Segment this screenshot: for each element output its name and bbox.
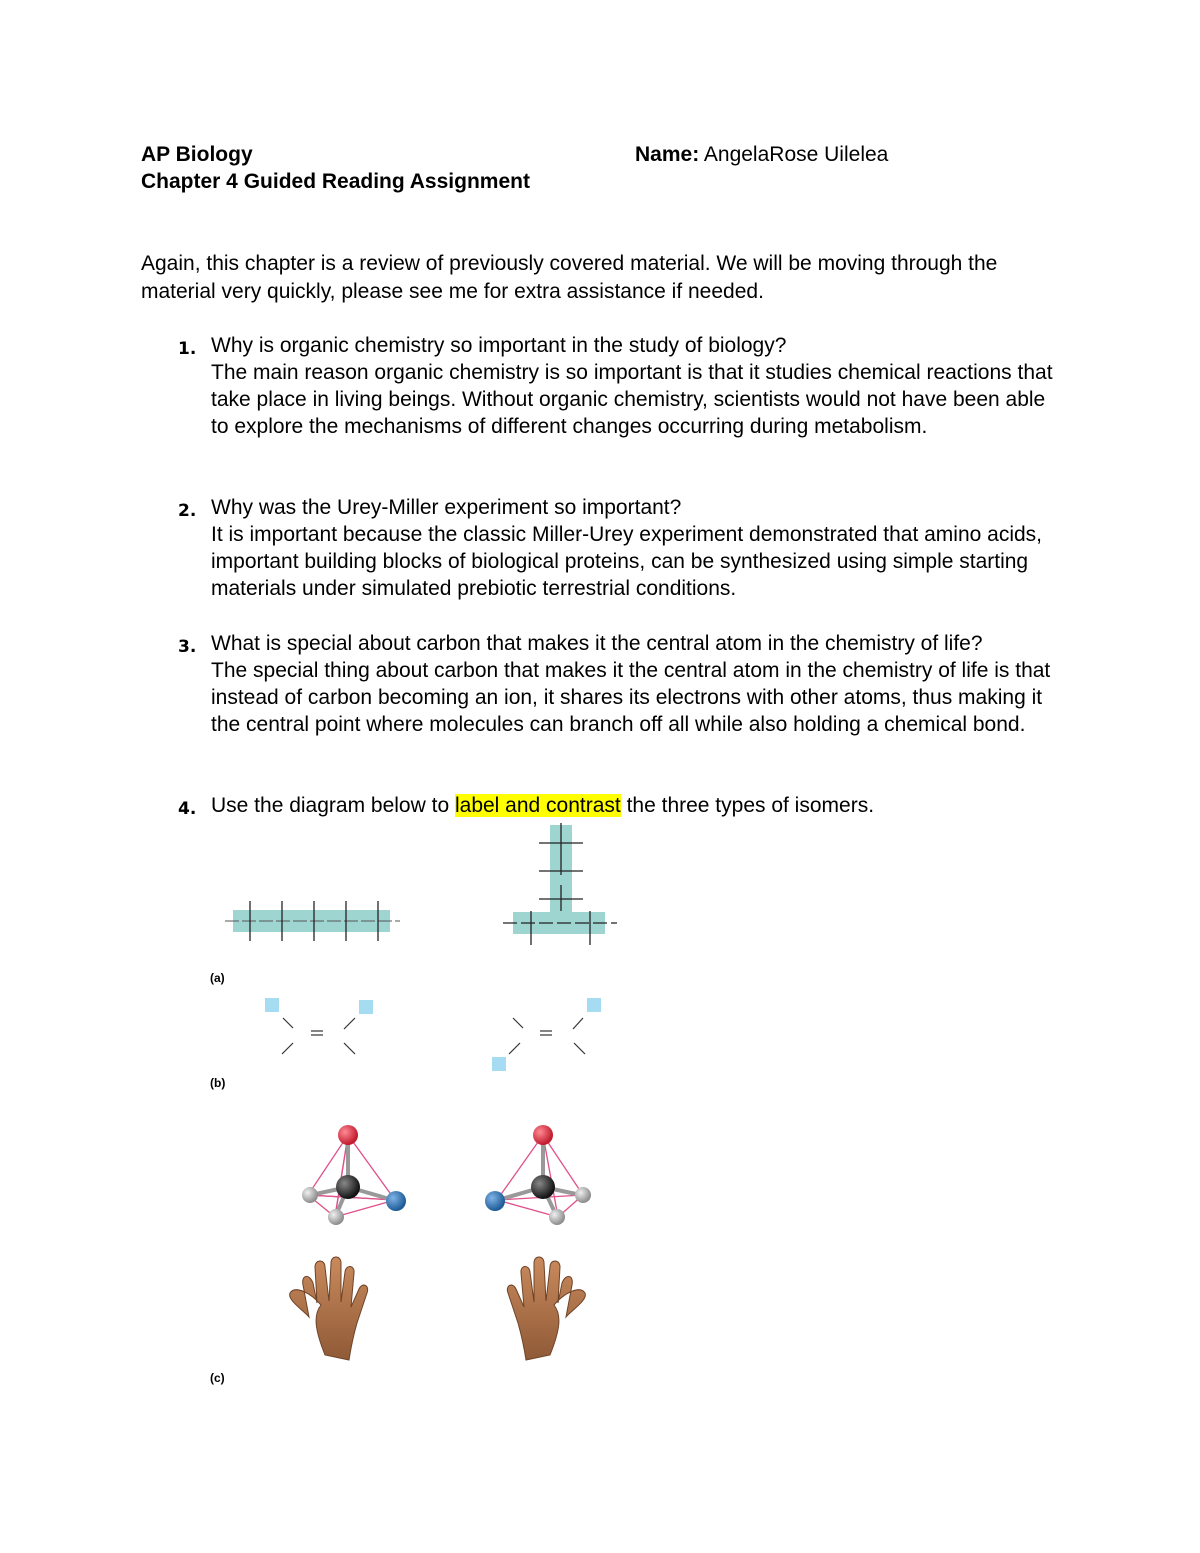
enantiomer-molecule-left: [302, 1125, 406, 1225]
question-text-end: the three types of isomers.: [620, 794, 875, 817]
name-line: [635, 143, 888, 167]
highlighted-phrase: label and contrast: [454, 794, 621, 817]
figure-label-c: (c): [210, 1371, 225, 1385]
question-number: 2.: [178, 501, 197, 521]
figure-label-a: (a): [210, 971, 225, 985]
intro-paragraph: Again, this chapter is a review of previously covered material. We will be moving through the material very quickly, please see me for extra assistance if needed.: [141, 252, 998, 303]
student-name: AngelaRose Uilelea: [703, 143, 889, 166]
cis-isomer: [265, 998, 373, 1054]
left-hand-icon: [290, 1257, 368, 1360]
question-text: Why is organic chemistry so important in the study of biology?: [211, 334, 787, 357]
answer-text: It is important because the classic Miller-Urey experiment demonstrated that amino acids, important building blocks of biological proteins, can be synthesized using simple starting materials under simulated prebiotic terrestrial conditions.: [211, 523, 1043, 600]
answer-text: The special thing about carbon that makes it the central atom in the chemistry of life is that instead of carbon becoming an ion, it shares its electrons with other atoms, thus making it the central point where molecules can branch off all while also holding a chemical bond.: [211, 659, 1051, 736]
question-number: 4.: [178, 799, 197, 819]
question-number: 3.: [178, 637, 197, 657]
question-number: 1.: [178, 339, 197, 359]
assignment-title: Chapter 4 Guided Reading Assignment: [141, 170, 530, 193]
trans-isomer: [492, 998, 601, 1071]
course-title: AP Biology: [141, 143, 253, 166]
answer-text: The main reason organic chemistry is so important is that it studies chemical reactions that take place in living beings. Without organic chemistry, scientists would not have been able to explore the mechanisms of different changes occurring during metabolism.: [211, 361, 1053, 438]
figure-label-b: (b): [210, 1076, 226, 1090]
question-text-start: Use the diagram below to: [211, 794, 455, 817]
straight-chain-isomer: [225, 901, 400, 941]
isomer-diagram: [195, 815, 635, 1395]
enantiomer-molecule-right: [485, 1125, 591, 1225]
question-text: Why was the Urey-Miller experiment so important?: [211, 496, 682, 519]
name-label: Name:: [635, 143, 700, 166]
question-text: What is special about carbon that makes it the central atom in the chemistry of life?: [211, 632, 983, 655]
branched-chain-isomer: [503, 823, 617, 945]
right-hand-icon: [507, 1257, 585, 1360]
